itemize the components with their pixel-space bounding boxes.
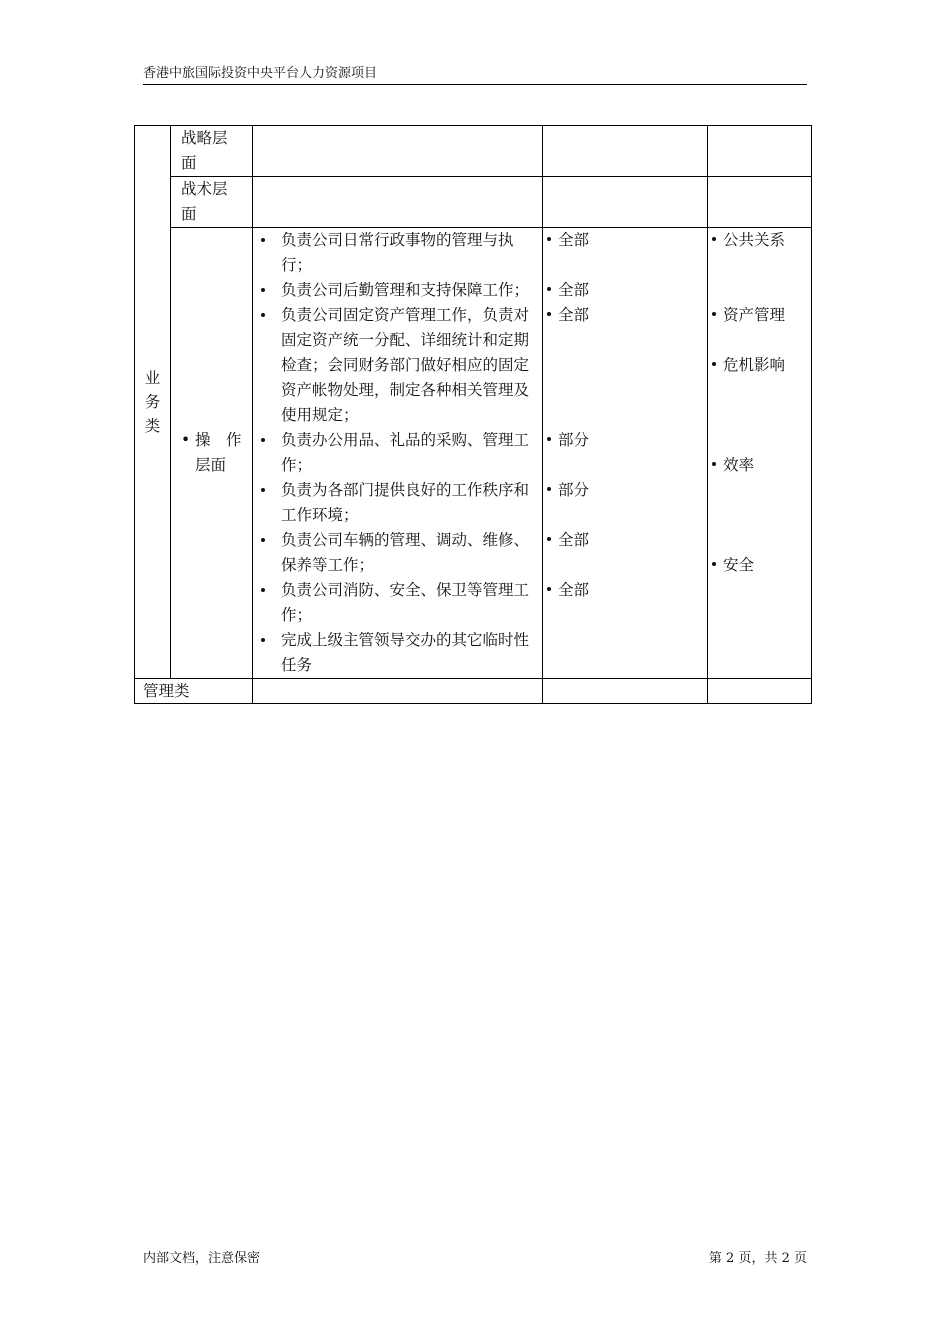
layer-label: 层面 [195,456,227,474]
scope-text: 部分 [558,481,590,499]
bullet-icon [547,237,551,241]
strategic-layer-cell [171,126,253,177]
empty-cell [253,177,543,228]
table-row-operation [135,228,812,679]
list-item: 负责公司消防、安全、保卫等管理工作； [257,578,534,628]
empty-cell [253,679,543,704]
bullet-icon [547,437,551,441]
bullet-icon [712,312,716,316]
layer-label: 战术层 [181,180,228,198]
category-char: 业 [144,369,161,387]
empty-cell [708,126,812,177]
scope-item [547,228,589,253]
indicator-item [712,553,754,578]
bullet-icon: • [181,431,191,449]
table-row-tactical [135,177,812,228]
bullet-icon [547,287,551,291]
scope-item [547,428,589,453]
scope-text: 全部 [558,306,590,324]
scope-text: 全部 [558,531,590,549]
list-item: 负责公司车辆的管理、调动、维修、保养等工作； [257,528,534,578]
list-item: 负责公司后勤管理和支持保障工作； [257,278,534,303]
indicator-item [712,353,785,378]
category-char: 类 [144,417,161,435]
indicator-text: 资产管理 [723,306,786,324]
list-item: 负责办公用品、礼品的采购、管理工作； [257,428,534,478]
indicator-text: 安全 [723,556,755,574]
layer-label: 操 作 [195,431,242,449]
indicator-text: 公共关系 [723,231,786,249]
scope-item [547,478,589,503]
layer-label: 战略层 [181,129,228,147]
duty-table [134,125,812,704]
scope-item [547,578,589,603]
indicator-item [712,303,785,328]
indicator-text: 危机影响 [723,356,786,374]
operation-layer-cell [171,228,253,679]
indicator-cell [708,228,812,679]
indicator-item [712,228,785,253]
scope-text: 部分 [558,431,590,449]
scope-item [547,303,589,328]
header-title: 香港中旅国际投资中央平台人力资源项目 [143,66,378,81]
scope-item [547,278,589,303]
table-row-management [135,679,812,704]
scope-text: 全部 [558,231,590,249]
bullet-icon [712,237,716,241]
bullet-icon [547,487,551,491]
empty-cell [543,679,708,704]
category-char: 务 [144,393,161,411]
category-management-cell [135,679,253,704]
empty-cell [708,679,812,704]
scope-text: 全部 [558,581,590,599]
bullet-icon [547,587,551,591]
empty-cell [253,126,543,177]
list-item: 负责公司日常行政事物的管理与执行； [257,228,534,278]
footer-confidential: 内部文档，注意保密 [143,1251,261,1266]
bullet-icon [547,537,551,541]
empty-cell [708,177,812,228]
scope-cell [543,228,708,679]
list-item: 完成上级主管领导交办的其它临时性任务 [257,628,534,678]
bullet-icon [712,562,716,566]
category-management-label: 管理类 [143,682,190,700]
scope-item [547,528,589,553]
bullet-icon [712,462,716,466]
scope-text: 全部 [558,281,590,299]
layer-label: 面 [181,154,197,172]
table-row-strategic [135,126,812,177]
tactical-layer-cell [171,177,253,228]
indicator-text: 效率 [723,456,755,474]
layer-label: 面 [181,205,197,223]
list-item: 负责公司固定资产管理工作，负责对固定资产统一分配、详细统计和定期检查；会同财务部门做好相应的固定资产帐物处理，制定各种相关管理及使用规定； [257,303,534,428]
duties-list [253,228,542,678]
footer-page-number: 第 2 页，共 2 页 [708,1251,807,1266]
indicator-item [712,453,754,478]
empty-cell [543,177,708,228]
bullet-icon [712,362,716,366]
bullet-icon [547,312,551,316]
category-business-cell [135,126,171,679]
empty-cell [543,126,708,177]
list-item: 负责为各部门提供良好的工作秩序和工作环境； [257,478,534,528]
duties-cell [253,228,543,679]
page-header [143,66,807,85]
